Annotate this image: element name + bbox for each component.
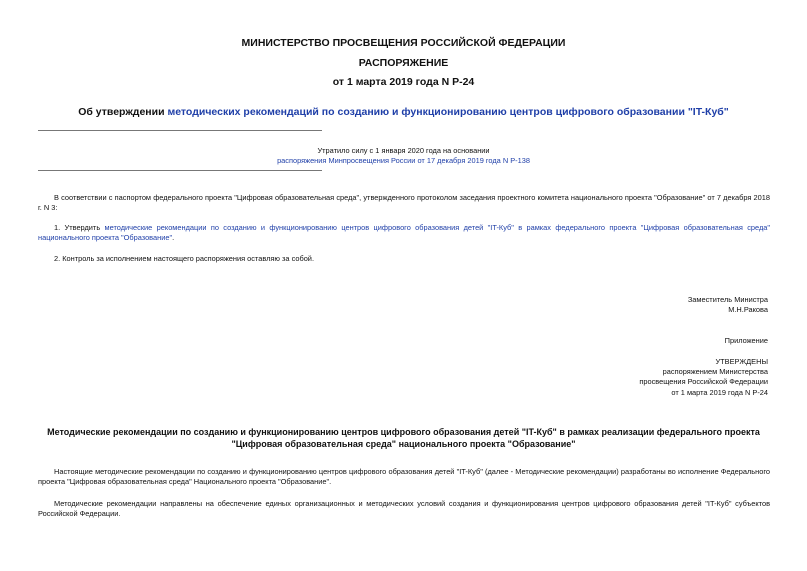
body-paragraph-3: 2. Контроль за исполнением настоящего распоряжения оставляю за собой.	[54, 254, 314, 263]
body-paragraph-2	[38, 223, 770, 243]
recommendations-link[interactable]: методические рекомендации по созданию и функционированию центров цифрового образования детей "IT-Куб" в рамках федерального проекта "Цифровая образовательная среда" национального проекта "Образование"	[38, 223, 770, 243]
body-paragraph-1: В соответствии с паспортом федерального проекта "Цифровая образовательная среда", утвержденного протоколом заседания проектного комитета национального проекта "Образование" от 7 декабря 2018 г. N 3:	[38, 193, 770, 213]
approval-heading: УТВЕРЖДЕНЫ	[715, 357, 768, 366]
recommendations-paragraph-2: Методические рекомендации направлены на обеспечение единых организационных и методических условий создания и функционирования центров цифрового образования детей "IT-Куб" субъектов Российской Федерации.	[38, 499, 770, 519]
ministry-title: МИНИСТЕРСТВО ПРОСВЕЩЕНИЯ РОССИЙСКОЙ ФЕДЕРАЦИИ	[241, 37, 566, 49]
status-note	[0, 146, 807, 166]
document-type: РАСПОРЯЖЕНИЕ	[358, 57, 449, 69]
approval-line-1: распоряжением Министерства	[662, 367, 768, 377]
signature-name: М.Н.Ракова	[728, 305, 768, 315]
bottom-divider	[38, 170, 322, 171]
status-note-text: Утратило силу с 1 января 2020 года на основании	[317, 146, 490, 155]
appendix-label: Приложение	[724, 336, 768, 345]
signature-title: Заместитель Министра	[687, 295, 768, 304]
recommendations-title-line-2: "Цифровая образовательная среда" национального проекта "Образование"	[231, 438, 576, 449]
subject-prefix: Об утверждении	[78, 106, 168, 118]
status-note-link[interactable]: распоряжения Минпросвещения России от 17 декабря 2019 года N Р-138	[277, 156, 530, 166]
approval-line-3: от 1 марта 2019 года N Р-24	[671, 387, 768, 397]
approval-line-2: просвещения Российской Федерации	[639, 377, 768, 387]
document-date: от 1 марта 2019 года N Р-24	[332, 76, 475, 88]
recommendations-paragraph-1: Настоящие методические рекомендации по созданию и функционированию центров цифрового образования детей "IT-Куб" (далее - Методические рекомендации) разработаны во исполнение Федерального проекта "Цифровая образовательная среда" Национального проекта "Образование".	[38, 467, 770, 487]
approval-block	[639, 357, 768, 398]
recommendations-title-line-1: Методические рекомендации по созданию и функционированию центров цифрового образования детей "IT-Куб" в рамках реализации федерального проекта	[47, 427, 760, 437]
recommendations-title	[0, 427, 807, 450]
approve-suffix: .	[172, 233, 175, 243]
approve-prefix: 1. Утвердить	[54, 223, 105, 232]
top-divider	[38, 130, 322, 131]
subject-link[interactable]: методических рекомендаций по созданию и функционированию центров цифрового образовании "IT-Куб"	[167, 106, 729, 118]
document-subject	[0, 106, 807, 118]
signature-block	[688, 295, 768, 315]
